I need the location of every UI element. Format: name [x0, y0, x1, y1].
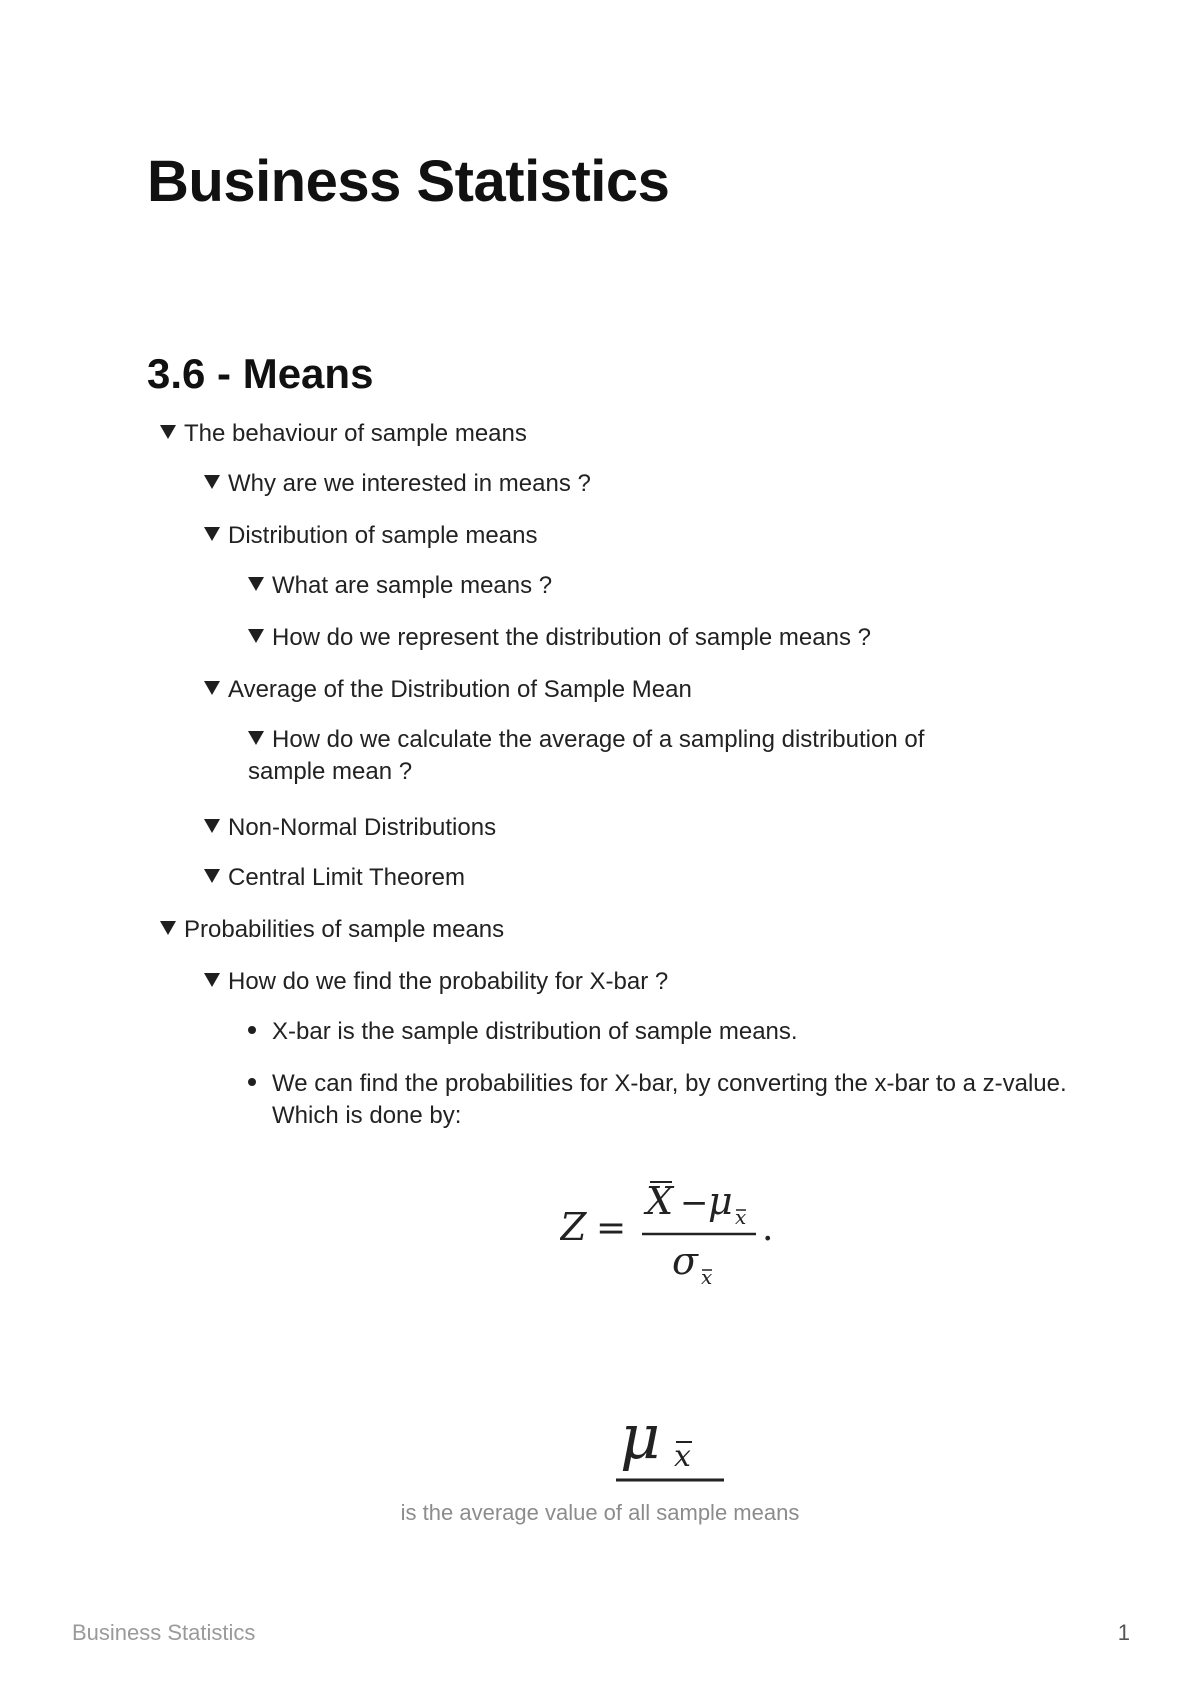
formula-equals: = [596, 1208, 627, 1249]
triangle-down-icon[interactable] [248, 577, 264, 591]
triangle-down-icon[interactable] [204, 819, 220, 833]
toggle-how-find[interactable] [204, 966, 668, 998]
toggle-label: What are sample means ? [272, 572, 553, 599]
list-item-text: We can find the probabilities for X-bar, by converting the x-bar to a z-value. Which is done by: [272, 1070, 1067, 1129]
toggle-label: Average of the Distribution of Sample Mean [228, 676, 692, 703]
triangle-down-icon[interactable] [204, 527, 220, 541]
toggle-how-represent[interactable] [248, 622, 871, 654]
toggle-how-calculate[interactable] [248, 724, 1008, 788]
formula-z: Z [560, 1205, 587, 1249]
toggle-label: Non-Normal Distributions [228, 814, 497, 841]
toggle-label: How do we calculate the average of a sampling distribution of sample mean ? [248, 726, 925, 785]
toggle-behaviour[interactable] [160, 418, 527, 450]
triangle-down-icon[interactable] [248, 629, 264, 643]
mu-sub: x [674, 1439, 691, 1474]
toggle-clt[interactable] [204, 862, 465, 894]
triangle-down-icon[interactable] [204, 475, 220, 489]
formula-mu-sub: x [735, 1205, 747, 1229]
toggle-label: The behaviour of sample means [184, 420, 527, 447]
list-item [248, 1068, 1082, 1132]
formula-xbar: X [646, 1180, 674, 1223]
toggle-non-normal[interactable] [204, 812, 496, 844]
footer-title: Business Statistics [72, 1620, 256, 1645]
toggle-probabilities[interactable] [160, 914, 504, 946]
z-score-formula [560, 1180, 790, 1300]
triangle-down-icon[interactable] [204, 973, 220, 987]
triangle-down-icon[interactable] [248, 731, 264, 745]
page-number: 1 [1117, 1620, 1130, 1645]
list-item [248, 1016, 798, 1048]
toggle-label: How do we represent the distribution of sample means ? [272, 624, 871, 651]
bullet-icon [248, 1026, 256, 1034]
formula-sigma-sub: x [701, 1265, 713, 1289]
toggle-label: Probabilities of sample means [184, 916, 505, 943]
mu-xbar-symbol [612, 1408, 732, 1488]
formula-mu: μ [708, 1180, 733, 1223]
page-title: Business Statistics [147, 149, 670, 214]
toggle-why-interested[interactable] [204, 468, 591, 500]
mu-caption: is the average value of all sample means [400, 1500, 800, 1525]
toggle-what-are[interactable] [248, 570, 552, 602]
toggle-distribution[interactable] [204, 520, 537, 552]
formula-period: . [762, 1208, 774, 1249]
bullet-icon [248, 1078, 256, 1086]
triangle-down-icon[interactable] [204, 869, 220, 883]
mu-symbol: μ [620, 1408, 661, 1473]
list-item-text: X-bar is the sample distribution of sample means. [272, 1018, 798, 1045]
toggle-label: Why are we interested in means ? [228, 470, 591, 497]
toggle-average-dist[interactable] [204, 674, 692, 706]
triangle-down-icon[interactable] [204, 681, 220, 695]
formula-sigma: σ [672, 1239, 698, 1283]
triangle-down-icon[interactable] [160, 425, 176, 439]
toggle-label: Distribution of sample means [228, 522, 538, 549]
toggle-label: How do we find the probability for X-bar ? [228, 968, 669, 995]
section-heading: 3.6 - Means [147, 350, 374, 397]
triangle-down-icon[interactable] [160, 921, 176, 935]
toggle-label: Central Limit Theorem [228, 864, 465, 891]
formula-minus: − [680, 1183, 709, 1223]
